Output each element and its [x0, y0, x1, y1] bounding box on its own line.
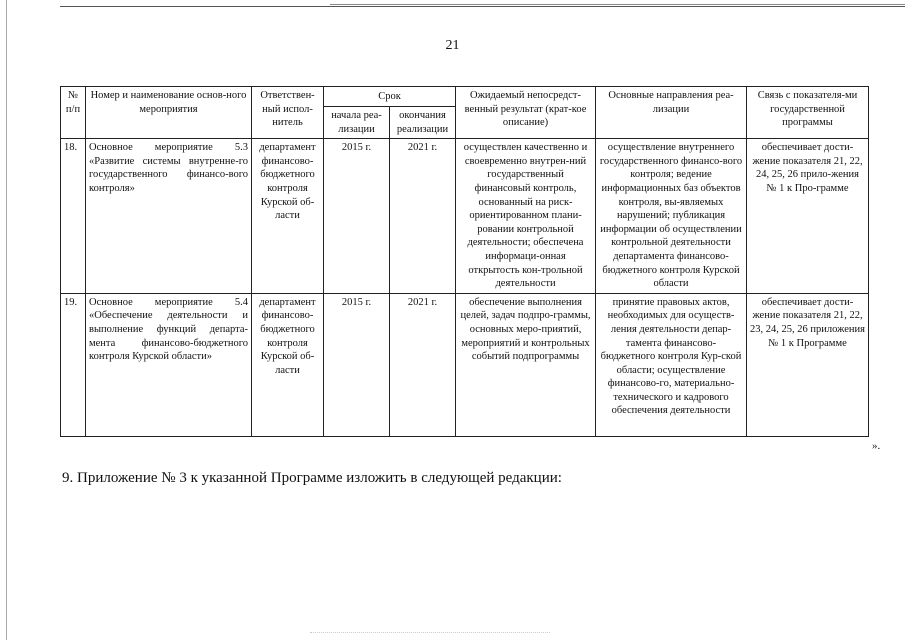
header-end: окончания реализации [390, 107, 456, 139]
table-row [61, 293, 869, 436]
row-result: осуществлен качественно и своевременно внутрен-ний государственный финансовый контроль, основанный на риск-ориентированном плани-ровании контрольной деятельности; обеспечена информаци-онная открытость кон-трольной деятельности [456, 139, 596, 294]
table-row [61, 139, 869, 294]
row-link: обеспечивает дости-жение показателя 21, 22, 24, 25, 26 прило-жения № 1 к Про-грамме [747, 139, 869, 294]
row-num: 18. [61, 139, 86, 294]
left-margin-line [6, 0, 7, 640]
header-link: Связь с показателя-ми государственной программы [747, 87, 869, 139]
row-responsible: департамент финансово-бюджетного контроля Курской об-ласти [252, 293, 324, 436]
row-start: 2015 г. [324, 293, 390, 436]
row-directions: осуществление внутреннего государственного финансо-вого контроля; ведение информационных баз объектов контроля, вы-являемых нарушений; публикация информации об осуществлении контрольной деятельности департамента финансово-бюджетного контроля Курской области [596, 139, 747, 294]
header-result: Ожидаемый непосредст-венный результат (крат-кое описание) [456, 87, 596, 139]
row-name: Основное мероприятие 5.4 «Обеспечение деятельности и выполнение функций департа-мента финансово-бюджетного контроля Курской области» [86, 293, 252, 436]
header-num: № п/п [61, 87, 86, 139]
row-end: 2021 г. [390, 293, 456, 436]
row-link: обеспечивает дости-жение показателя 21, 22, 23, 24, 25, 26 приложения № 1 к Программе [747, 293, 869, 436]
header-directions: Основные направления реа-лизации [596, 87, 747, 139]
top-border-line [330, 4, 905, 5]
row-result: обеспечение выполнения целей, задач подпро-граммы, основных меро-приятий, мероприятий и контрольных событий подпрограммы [456, 293, 596, 436]
row-num: 19. [61, 293, 86, 436]
row-responsible: департамент финансово-бюджетного контроля Курской об-ласти [252, 139, 324, 294]
row-directions: принятие правовых актов, необходимых для осуществ-ления деятельности депар-тамента финансово-бюджетного контроля Кур-ской области; осуществление финансово-го, материально-технического и кадрового обеспечения деятельности [596, 293, 747, 436]
top-rule [60, 6, 905, 7]
closing-quote: ». [872, 440, 881, 452]
row-name: Основное мероприятие 5.3 «Развитие системы внутренне-го государственного финансо-вого контроля» [86, 139, 252, 294]
header-responsible: Ответствен-ный испол-нитель [252, 87, 324, 139]
header-srok: Срок [324, 87, 456, 107]
table-header-row [61, 87, 869, 107]
page-number: 21 [445, 38, 460, 53]
row-start: 2015 г. [324, 139, 390, 294]
measures-table [60, 86, 869, 437]
header-name: Номер и наименование основ-ного мероприятия [86, 87, 252, 139]
paragraph-item-9: 9. Приложение № 3 к указанной Программе изложить в следующей редакции: [62, 470, 562, 486]
footer-scan-artifact [310, 632, 550, 634]
header-start: начала реа-лизации [324, 107, 390, 139]
row-end: 2021 г. [390, 139, 456, 294]
